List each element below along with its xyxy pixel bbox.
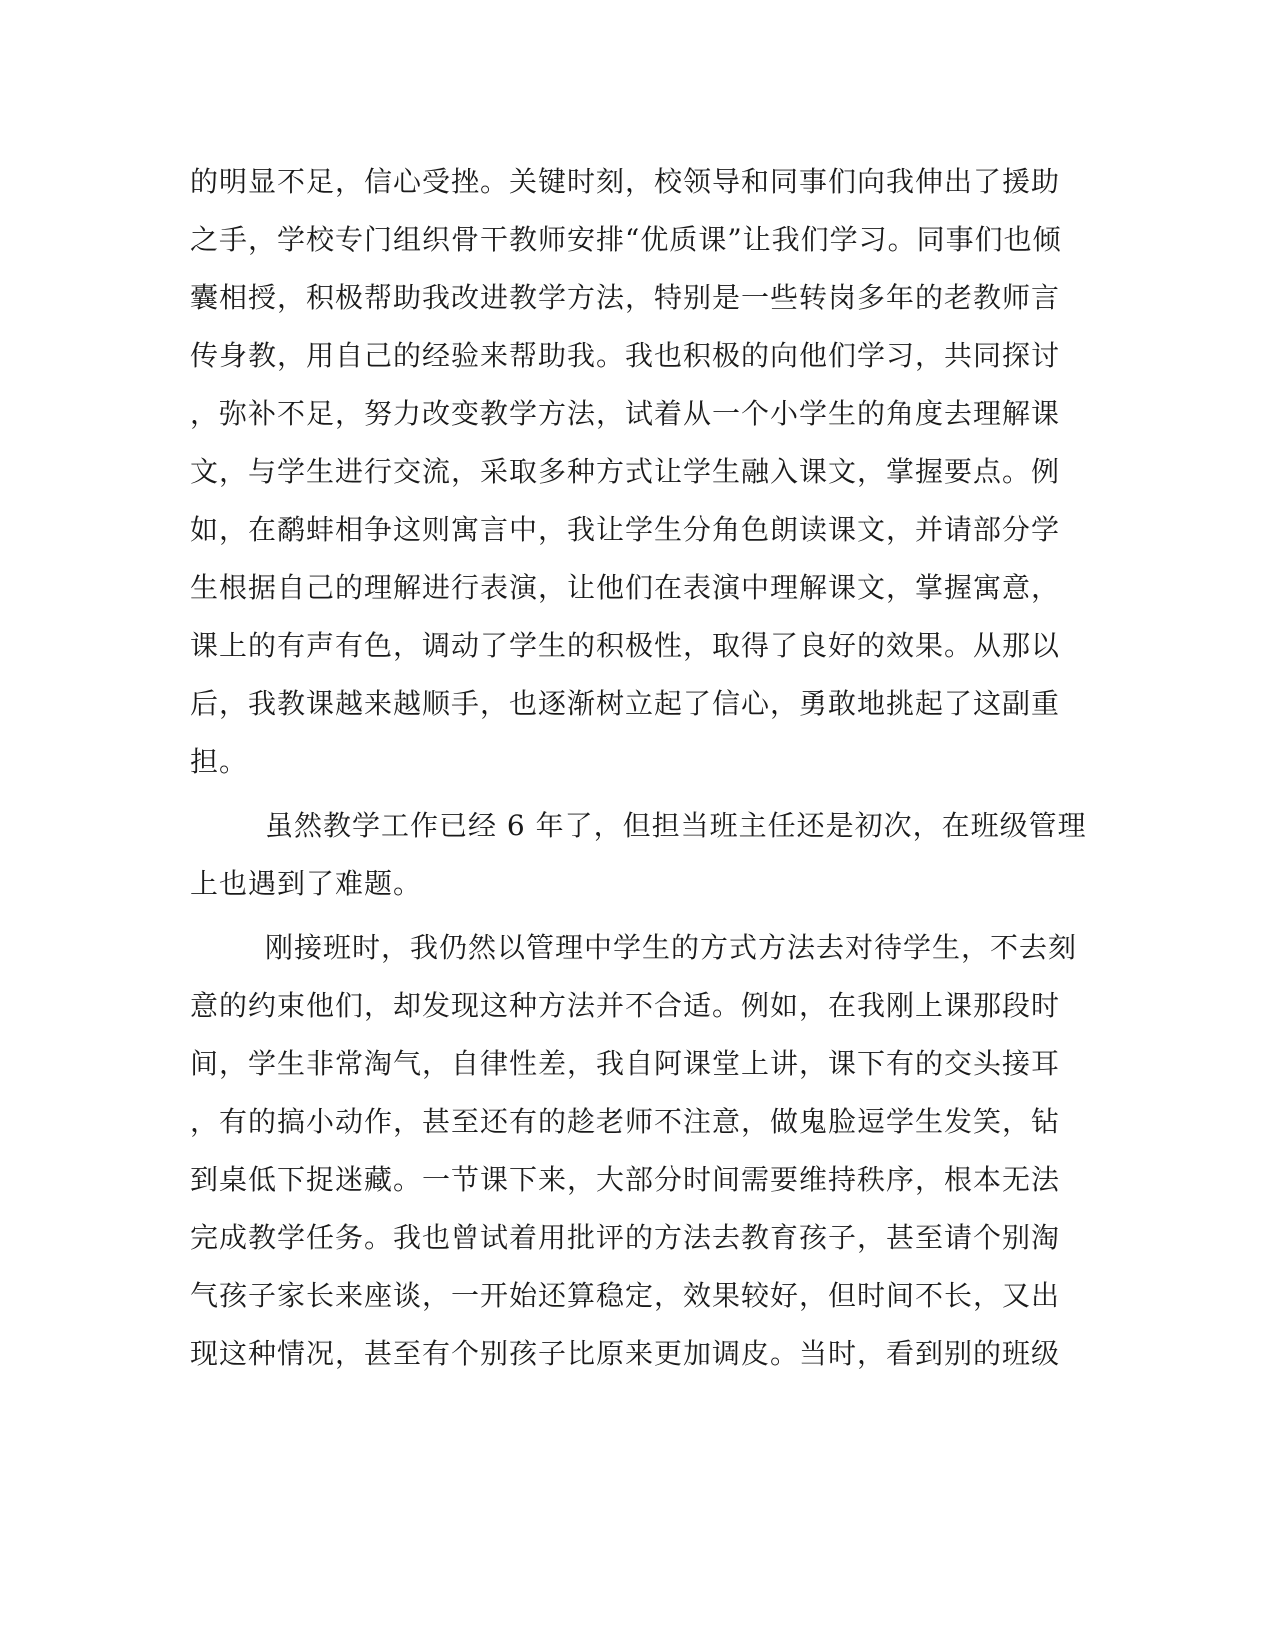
- text-line: 的明显不足，信心受挫。关键时刻，校领导和同事们向我伸出了援助: [190, 165, 1061, 198]
- text-line: 后，我教课越来越顺手，也逐渐树立起了信心，勇敢地挑起了这副重: [190, 687, 1061, 720]
- text-line: 如，在鹬蚌相争这则寓言中，我让学生分角色朗读课文，并请部分学: [190, 513, 1061, 546]
- text-line: 生根据自己的理解进行表演，让他们在表演中理解课文，掌握寓意，: [190, 571, 1061, 604]
- text-line: 现这种情况，甚至有个别孩子比原来更加调皮。当时，看到别的班级: [190, 1337, 1061, 1370]
- text-line: 传身教，用自己的经验来帮助我。我也积极的向他们学习，共同探讨: [190, 339, 1061, 372]
- text-line: 囊相授，积极帮助我改进教学方法，特别是一些转岗多年的老教师言: [190, 281, 1061, 314]
- paragraph-first-line: 虽然教学工作已经 6 年了，但担当班主任还是初次，在班级管理: [265, 809, 1087, 842]
- text-line: 之手，学校专门组织骨干教师安排“优质课”让我们学习。同事们也倾: [190, 223, 1062, 256]
- text-line: 气孩子家长来座谈，一开始还算稳定，效果较好，但时间不长，又出: [190, 1279, 1061, 1312]
- text-line: 意的约束他们，却发现这种方法并不合适。例如，在我刚上课那段时: [190, 989, 1061, 1022]
- text-line: 到桌低下捉迷藏。一节课下来，大部分时间需要维持秩序，根本无法: [190, 1163, 1061, 1196]
- text-line: 担。: [190, 745, 249, 778]
- text-line: 完成教学任务。我也曾试着用批评的方法去教育孩子，甚至请个别淘: [190, 1221, 1061, 1254]
- text-line: ，弥补不足，努力改变教学方法，试着从一个小学生的角度去理解课: [190, 397, 1061, 430]
- text-line: 课上的有声有色，调动了学生的积极性，取得了良好的效果。从那以: [190, 629, 1061, 662]
- text-line: 上也遇到了难题。: [190, 867, 423, 900]
- text-line: ，有的搞小动作，甚至还有的趁老师不注意，做鬼脸逗学生发笑，钻: [190, 1105, 1061, 1138]
- paragraph-first-line: 刚接班时，我仍然以管理中学生的方式方法去对待学生，不去刻: [265, 931, 1078, 964]
- text-line: 文，与学生进行交流，采取多种方式让学生融入课文，掌握要点。例: [190, 455, 1061, 488]
- text-line: 间，学生非常淘气，自律性差，我自阿课堂上讲，课下有的交头接耳: [190, 1047, 1061, 1080]
